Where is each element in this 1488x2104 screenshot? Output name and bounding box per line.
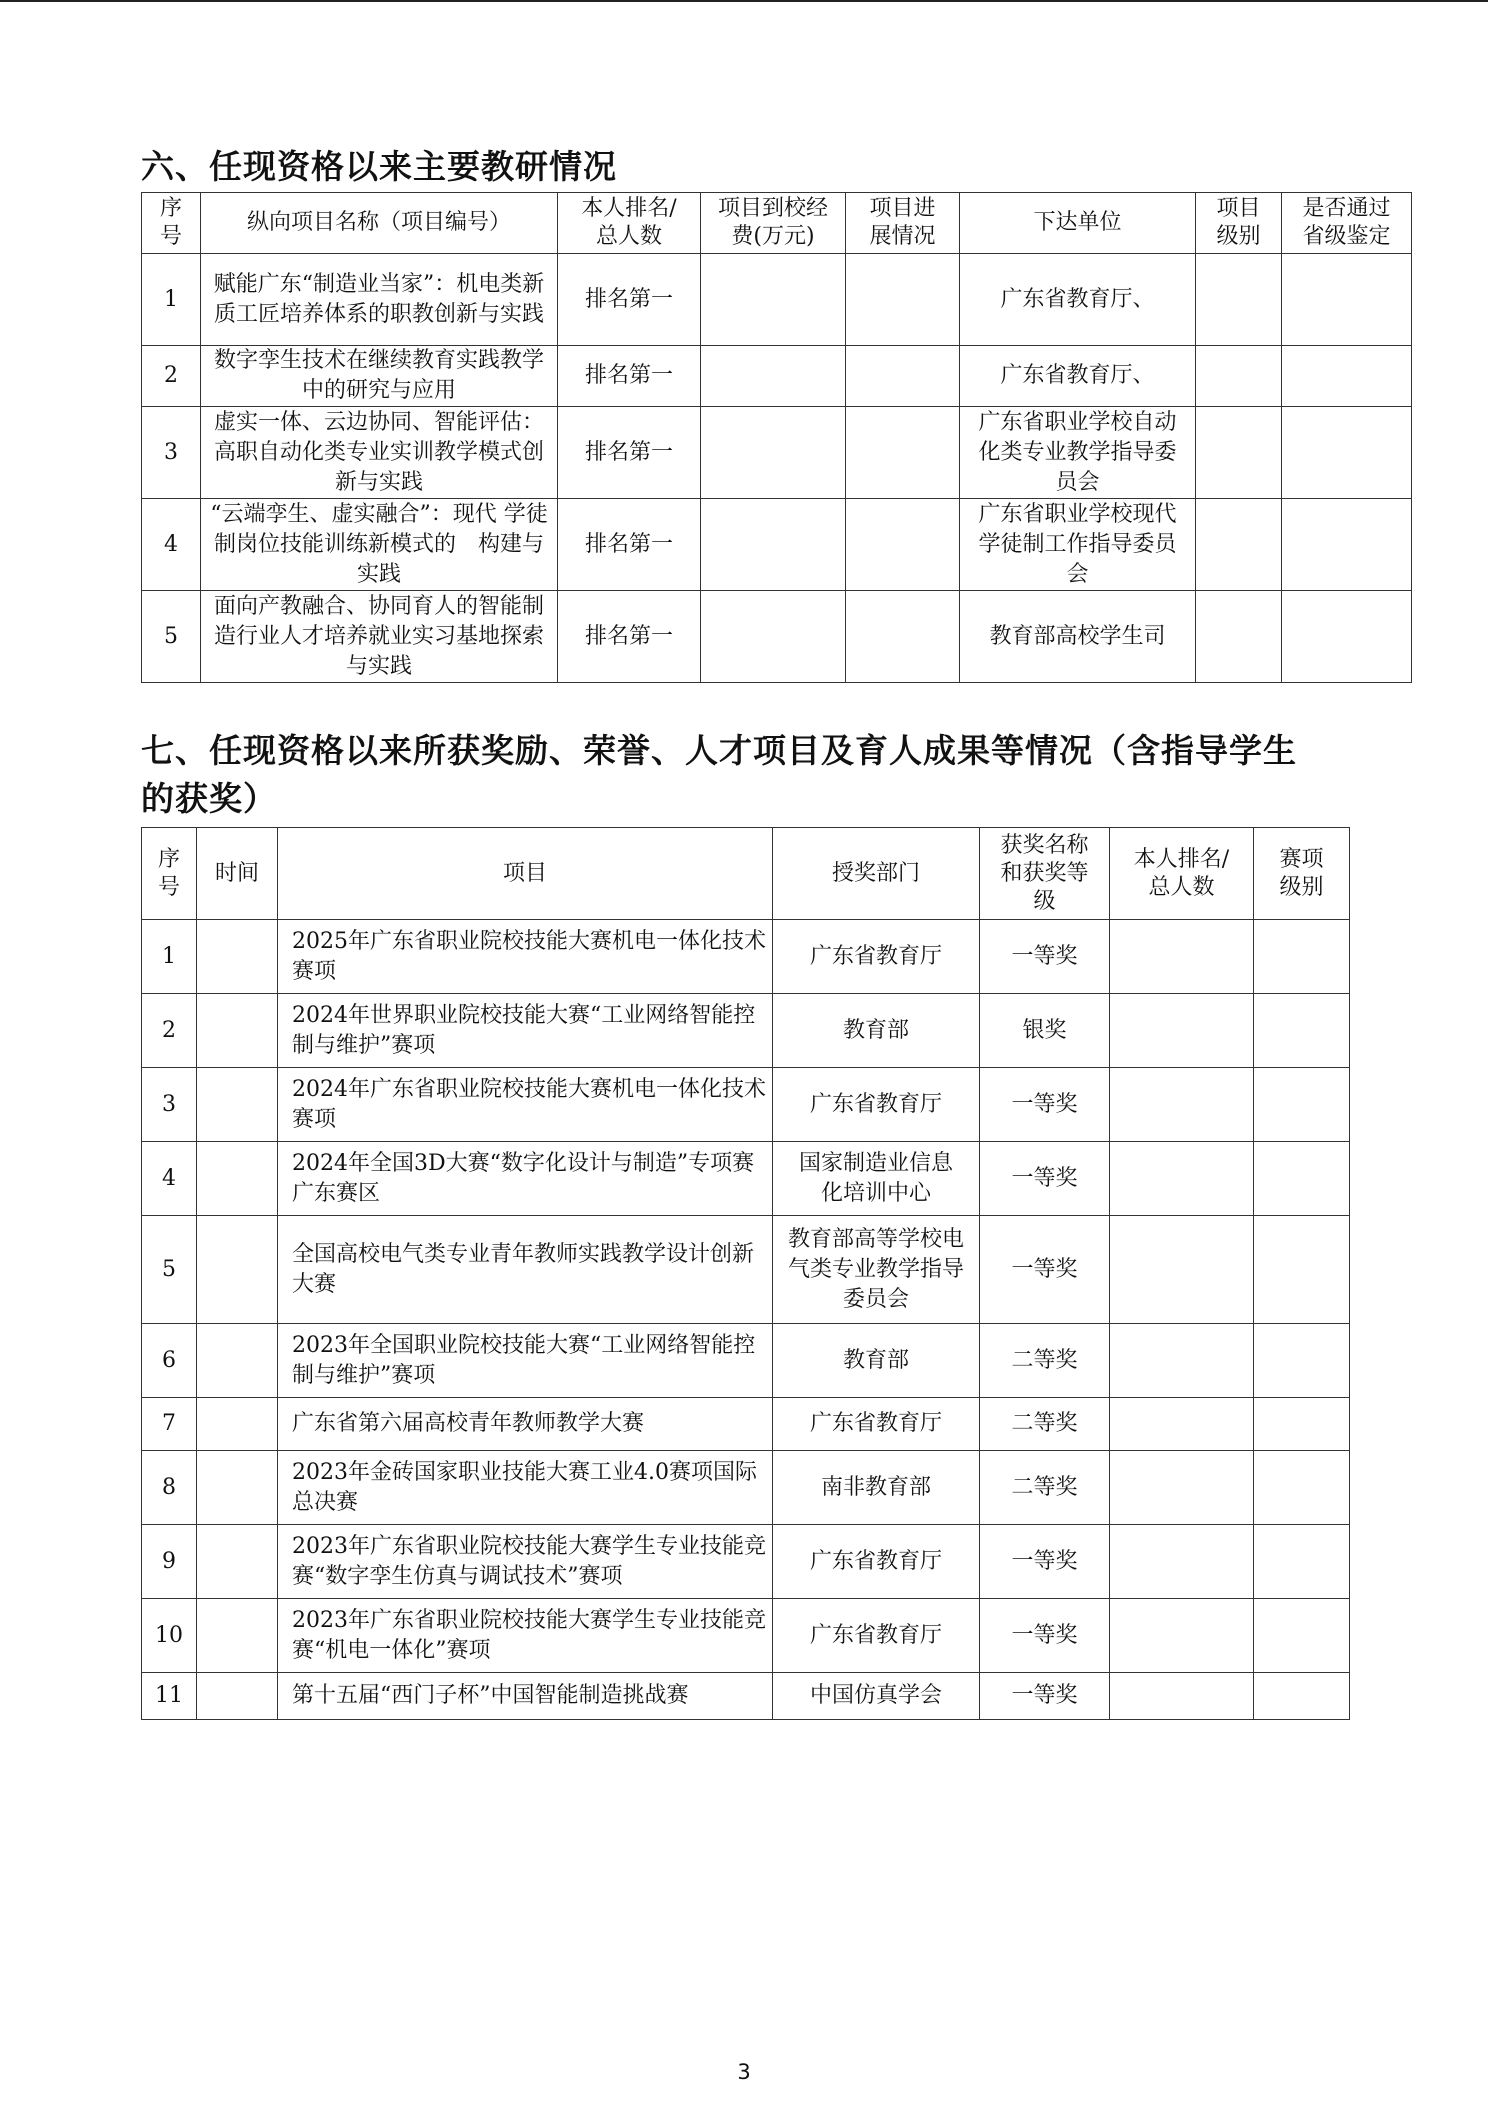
cell-no: 9 xyxy=(142,1525,197,1599)
header-cell: 本人排名/总人数 xyxy=(1110,828,1254,920)
cell-rank: 排名第一 xyxy=(558,346,701,407)
cell-funds xyxy=(701,254,846,346)
cell-rank: 排名第一 xyxy=(558,499,701,591)
table-row xyxy=(142,1324,1350,1398)
table-header-row xyxy=(142,193,1412,254)
cell-appraisal xyxy=(1282,591,1412,683)
table-row xyxy=(142,1216,1350,1324)
cell-issuer: 广东省教育厅、 xyxy=(960,254,1196,346)
header-cell: 获奖名称和获奖等级 xyxy=(980,828,1110,920)
cell-award: 一等奖 xyxy=(980,1525,1110,1599)
cell-item: 2023年金砖国家职业技能大赛工业4.0赛项国际总决赛 xyxy=(278,1451,773,1525)
cell-name: 赋能广东“制造业当家”：机电类新质工匠培养体系的职教创新与实践 xyxy=(201,254,558,346)
cell-name: 数字孪生技术在继续教育实践教学中的研究与应用 xyxy=(201,346,558,407)
cell-rank xyxy=(1110,1398,1254,1451)
cell-award: 银奖 xyxy=(980,994,1110,1068)
cell-level xyxy=(1254,920,1350,994)
cell-item: 2023年广东省职业院校技能大赛学生专业技能竞赛“机电一体化”赛项 xyxy=(278,1599,773,1673)
cell-no: 3 xyxy=(142,1068,197,1142)
cell-level xyxy=(1196,499,1282,591)
cell-rank xyxy=(1110,920,1254,994)
cell-funds xyxy=(701,346,846,407)
table-row xyxy=(142,1398,1350,1451)
cell-award: 二等奖 xyxy=(980,1451,1110,1525)
table-header-row xyxy=(142,828,1350,920)
cell-award: 一等奖 xyxy=(980,1068,1110,1142)
cell-rank: 排名第一 xyxy=(558,254,701,346)
cell-no: 4 xyxy=(142,499,201,591)
header-cell: 项目到校经费(万元) xyxy=(701,193,846,254)
header-cell: 序号 xyxy=(142,828,197,920)
table-row xyxy=(142,1599,1350,1673)
table-row xyxy=(142,254,1412,346)
cell-rank xyxy=(1110,1068,1254,1142)
cell-dept: 中国仿真学会 xyxy=(773,1673,980,1720)
cell-no: 7 xyxy=(142,1398,197,1451)
cell-progress xyxy=(846,254,960,346)
table-row xyxy=(142,1673,1350,1720)
cell-level xyxy=(1254,1068,1350,1142)
page-number: 3 xyxy=(737,2060,751,2084)
header-cell: 序号 xyxy=(142,193,201,254)
cell-award: 一等奖 xyxy=(980,1142,1110,1216)
cell-item: 广东省第六届高校青年教师教学大赛 xyxy=(278,1398,773,1451)
cell-funds xyxy=(701,499,846,591)
cell-rank: 排名第一 xyxy=(558,407,701,499)
cell-time xyxy=(197,1142,278,1216)
header-cell: 赛项级别 xyxy=(1254,828,1350,920)
cell-dept: 广东省教育厅 xyxy=(773,920,980,994)
cell-no: 4 xyxy=(142,1142,197,1216)
cell-rank: 排名第一 xyxy=(558,591,701,683)
cell-rank xyxy=(1110,1216,1254,1324)
cell-item: 第十五届“西门子杯”中国智能制造挑战赛 xyxy=(278,1673,773,1720)
table-row xyxy=(142,1142,1350,1216)
cell-rank xyxy=(1110,1324,1254,1398)
cell-time xyxy=(197,994,278,1068)
cell-level xyxy=(1196,591,1282,683)
cell-time xyxy=(197,1216,278,1324)
header-cell: 本人排名/总人数 xyxy=(558,193,701,254)
cell-appraisal xyxy=(1282,254,1412,346)
cell-level xyxy=(1254,1451,1350,1525)
cell-name: “云端孪生、虚实融合”：现代 学徒制岗位技能训练新模式的 构建与实践 xyxy=(201,499,558,591)
cell-award: 一等奖 xyxy=(980,1599,1110,1673)
cell-no: 1 xyxy=(142,254,201,346)
header-cell: 授奖部门 xyxy=(773,828,980,920)
cell-time xyxy=(197,1673,278,1720)
cell-dept: 南非教育部 xyxy=(773,1451,980,1525)
cell-item: 2024年世界职业院校技能大赛“工业网络智能控制与维护”赛项 xyxy=(278,994,773,1068)
header-cell: 项目 xyxy=(278,828,773,920)
cell-item: 2024年广东省职业院校技能大赛机电一体化技术赛项 xyxy=(278,1068,773,1142)
cell-issuer: 广东省教育厅、 xyxy=(960,346,1196,407)
cell-rank xyxy=(1110,1451,1254,1525)
cell-dept: 教育部 xyxy=(773,994,980,1068)
cell-progress xyxy=(846,346,960,407)
table-row xyxy=(142,1068,1350,1142)
table-row xyxy=(142,920,1350,994)
header-cell: 下达单位 xyxy=(960,193,1196,254)
cell-award: 一等奖 xyxy=(980,1216,1110,1324)
cell-award: 二等奖 xyxy=(980,1324,1110,1398)
cell-no: 8 xyxy=(142,1451,197,1525)
table-row xyxy=(142,346,1412,407)
cell-name: 虚实一体、云边协同、智能评估：高职自动化类专业实训教学模式创新与实践 xyxy=(201,407,558,499)
research-projects-table xyxy=(141,192,1412,683)
cell-progress xyxy=(846,591,960,683)
cell-funds xyxy=(701,591,846,683)
cell-appraisal xyxy=(1282,346,1412,407)
cell-dept: 教育部 xyxy=(773,1324,980,1398)
cell-rank xyxy=(1110,994,1254,1068)
cell-no: 2 xyxy=(142,346,201,407)
table-row xyxy=(142,407,1412,499)
cell-name: 面向产教融合、协同育人的智能制造行业人才培养就业实习基地探索与实践 xyxy=(201,591,558,683)
header-cell: 纵向项目名称（项目编号） xyxy=(201,193,558,254)
cell-dept: 国家制造业信息化培训中心 xyxy=(773,1142,980,1216)
cell-no: 5 xyxy=(142,591,201,683)
cell-rank xyxy=(1110,1599,1254,1673)
cell-item: 2025年广东省职业院校技能大赛机电一体化技术赛项 xyxy=(278,920,773,994)
top-border-line xyxy=(0,0,1488,2)
cell-level xyxy=(1254,1324,1350,1398)
cell-award: 一等奖 xyxy=(980,1673,1110,1720)
cell-issuer: 教育部高校学生司 xyxy=(960,591,1196,683)
cell-rank xyxy=(1110,1142,1254,1216)
cell-level xyxy=(1254,994,1350,1068)
cell-dept: 教育部高等学校电气类专业教学指导委员会 xyxy=(773,1216,980,1324)
awards-table xyxy=(141,827,1350,1720)
cell-time xyxy=(197,1525,278,1599)
table-row xyxy=(142,499,1412,591)
cell-level xyxy=(1254,1599,1350,1673)
cell-appraisal xyxy=(1282,407,1412,499)
cell-appraisal xyxy=(1282,499,1412,591)
cell-item: 全国高校电气类专业青年教师实践教学设计创新大赛 xyxy=(278,1216,773,1324)
cell-item: 2023年全国职业院校技能大赛“工业网络智能控制与维护”赛项 xyxy=(278,1324,773,1398)
cell-dept: 广东省教育厅 xyxy=(773,1525,980,1599)
cell-no: 2 xyxy=(142,994,197,1068)
cell-dept: 广东省教育厅 xyxy=(773,1068,980,1142)
cell-level xyxy=(1254,1525,1350,1599)
cell-issuer: 广东省职业学校现代学徒制工作指导委员会 xyxy=(960,499,1196,591)
cell-progress xyxy=(846,499,960,591)
table-row xyxy=(142,591,1412,683)
cell-time xyxy=(197,1068,278,1142)
cell-level xyxy=(1254,1142,1350,1216)
cell-no: 11 xyxy=(142,1673,197,1720)
cell-time xyxy=(197,1398,278,1451)
cell-item: 2024年全国3D大赛“数字化设计与制造”专项赛广东赛区 xyxy=(278,1142,773,1216)
header-cell: 是否通过省级鉴定 xyxy=(1282,193,1412,254)
cell-award: 二等奖 xyxy=(980,1398,1110,1451)
table-row xyxy=(142,994,1350,1068)
cell-funds xyxy=(701,407,846,499)
cell-level xyxy=(1196,254,1282,346)
header-cell: 项目级别 xyxy=(1196,193,1282,254)
table-row xyxy=(142,1451,1350,1525)
cell-rank xyxy=(1110,1525,1254,1599)
cell-level xyxy=(1254,1398,1350,1451)
cell-item: 2023年广东省职业院校技能大赛学生专业技能竞赛“数字孪生仿真与调试技术”赛项 xyxy=(278,1525,773,1599)
header-cell: 项目进展情况 xyxy=(846,193,960,254)
cell-level xyxy=(1254,1673,1350,1720)
section7-title-line2: 的获奖） xyxy=(141,779,277,818)
cell-issuer: 广东省职业学校自动化类专业教学指导委员会 xyxy=(960,407,1196,499)
cell-no: 6 xyxy=(142,1324,197,1398)
cell-level xyxy=(1196,346,1282,407)
header-cell: 时间 xyxy=(197,828,278,920)
cell-no: 10 xyxy=(142,1599,197,1673)
cell-level xyxy=(1254,1216,1350,1324)
cell-award: 一等奖 xyxy=(980,920,1110,994)
cell-time xyxy=(197,920,278,994)
cell-progress xyxy=(846,407,960,499)
cell-dept: 广东省教育厅 xyxy=(773,1599,980,1673)
cell-no: 1 xyxy=(142,920,197,994)
section7-title-line1: 七、任现资格以来所获奖励、荣誉、人才项目及育人成果等情况（含指导学生 xyxy=(141,731,1297,770)
cell-time xyxy=(197,1599,278,1673)
table-row xyxy=(142,1525,1350,1599)
cell-no: 3 xyxy=(142,407,201,499)
cell-dept: 广东省教育厅 xyxy=(773,1398,980,1451)
cell-no: 5 xyxy=(142,1216,197,1324)
section6-title: 六、任现资格以来主要教研情况 xyxy=(141,147,617,186)
cell-rank xyxy=(1110,1673,1254,1720)
cell-time xyxy=(197,1324,278,1398)
cell-level xyxy=(1196,407,1282,499)
cell-time xyxy=(197,1451,278,1525)
